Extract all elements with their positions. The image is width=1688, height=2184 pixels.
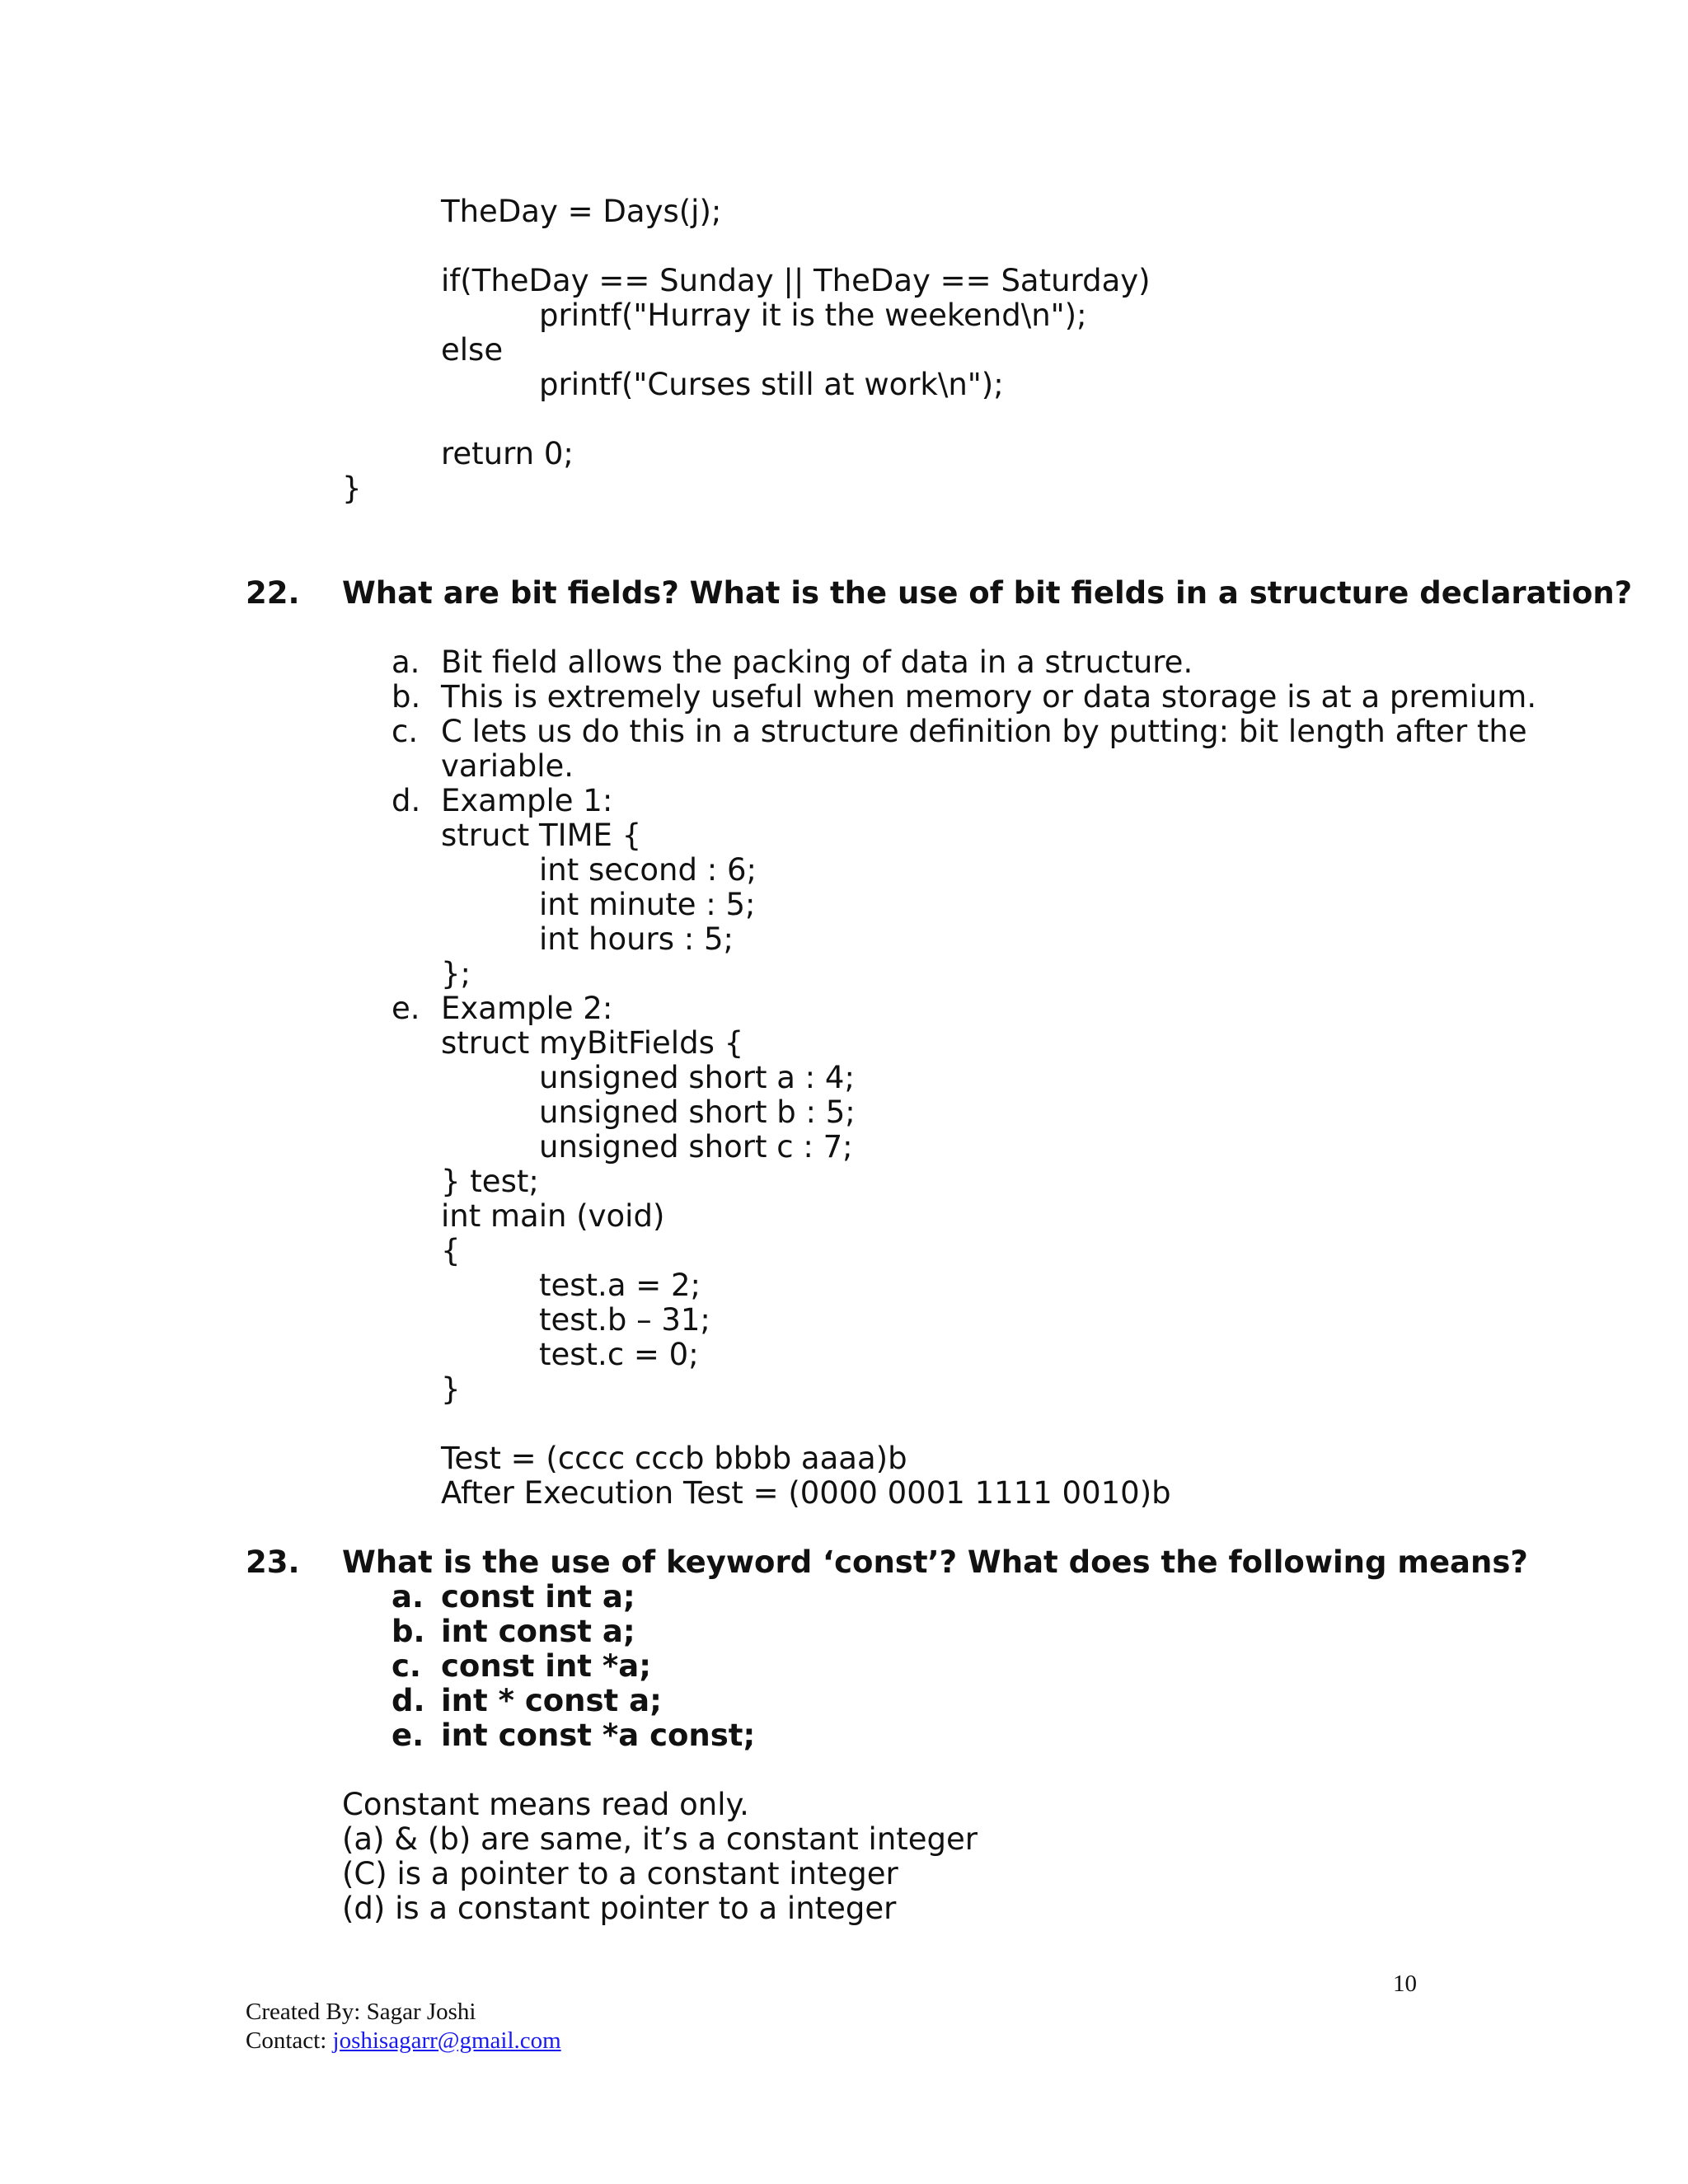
list-item-label: a. [392,644,420,680]
question-number: 23. [246,1544,300,1580]
code-line: { [441,1233,461,1268]
code-line: int second : 6; [539,852,757,888]
email-link[interactable]: joshisagarr@gmail.com [332,2027,561,2054]
list-item: int const *a const; [441,1718,756,1753]
code-line: Test = (cccc cccb bbbb aaaa)b [441,1441,907,1476]
code-line: test.a = 2; [539,1268,701,1303]
footer-author: Created By: Sagar Joshi [246,1999,476,2025]
code-line: return 0; [441,436,574,471]
code-line: struct myBitFields { [441,1025,744,1061]
question-text: What are bit fields? What is the use of bit fields in a structure declaration? [342,575,1633,611]
list-item-label: c. [392,1648,421,1684]
code-line: } [441,1371,461,1407]
list-item: C lets us do this in a structure definition by putting: bit length after the [441,714,1527,749]
code-line: } [342,471,362,506]
code-line: if(TheDay == Sunday || TheDay == Saturday) [441,263,1151,298]
code-line: int hours : 5; [539,921,734,957]
list-item-label: d. [392,1683,425,1718]
list-item-label: e. [392,1718,424,1753]
list-item: This is extremely useful when memory or data storage is at a premium. [441,679,1537,715]
list-item: variable. [441,748,574,784]
answer-line: Constant means read only. [342,1787,749,1822]
footer-contact [246,2027,561,2055]
list-item: const int a; [441,1579,635,1615]
list-item-label: d. [392,783,421,818]
code-line: else [441,332,504,368]
list-item: Bit field allows the packing of data in a structure. [441,644,1193,680]
list-item-label: b. [392,1614,425,1649]
code-line: After Execution Test = (0000 0001 1111 0010)b [441,1475,1171,1511]
code-line: unsigned short a : 4; [539,1060,855,1095]
question-text: What is the use of keyword ‘const’? What does the following means? [342,1544,1528,1580]
list-item: int const a; [441,1614,635,1649]
code-line: printf("Hurray it is the weekend\n"); [539,298,1087,333]
code-line: printf("Curses still at work\n"); [539,367,1004,402]
list-item: Example 1: [441,783,613,818]
list-item-label: e. [392,991,420,1026]
page-number: 10 [1393,1971,1417,1997]
code-line: test.b – 31; [539,1302,710,1338]
code-line: test.c = 0; [539,1337,699,1372]
list-item: int * const a; [441,1683,662,1718]
list-item-label: b. [392,679,421,715]
footer-contact-label: Contact: [246,2027,333,2054]
answer-line: (d) is a constant pointer to a integer [342,1891,897,1926]
code-line: struct TIME { [441,818,642,853]
code-line: } test; [441,1164,539,1199]
list-item: const int *a; [441,1648,651,1684]
code-line: }; [441,956,471,991]
list-item-label: a. [392,1579,424,1615]
code-line: int main (void) [441,1198,665,1234]
list-item-label: c. [392,714,419,749]
answer-line: (C) is a pointer to a constant integer [342,1856,898,1891]
code-line: unsigned short b : 5; [539,1094,856,1130]
answer-line: (a) & (b) are same, it’s a constant integer [342,1821,978,1857]
question-number: 22. [246,575,300,611]
code-line: TheDay = Days(j); [441,194,722,229]
list-item: Example 2: [441,991,613,1026]
code-line: unsigned short c : 7; [539,1129,853,1165]
code-line: int minute : 5; [539,887,756,922]
